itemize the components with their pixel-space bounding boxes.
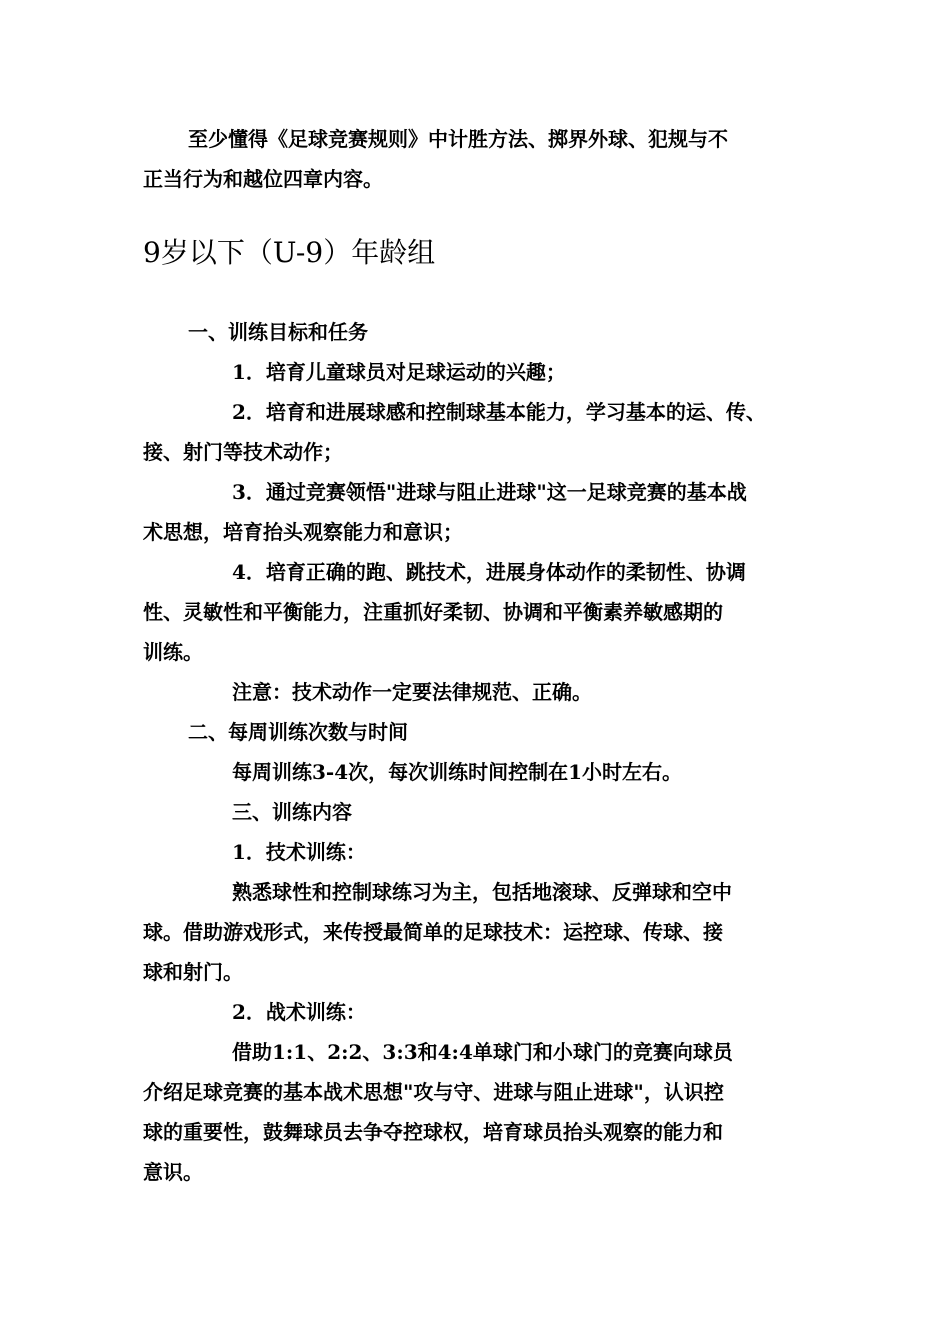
goal-item-2-line-1: 2．培育和进展球感和控制球基本能力，学习基本的运、传、 [232, 400, 766, 424]
goal-item-4-line-2: 性、灵敏性和平衡能力，注重抓好柔韧、协调和平衡素养敏感期的 [143, 600, 723, 624]
intro-line-1: 至少懂得《足球竞赛规则》中计胜方法、掷界外球、犯规与不 [188, 127, 728, 151]
tactics-training-line-1: 借助1:1、2:2、3:3和4:4单球门和小球门的竞赛向球员 [232, 1040, 733, 1064]
age-group-heading: 9岁以下（U-9）年龄组 [143, 236, 436, 269]
goal-item-4-line-1: 4．培育正确的跑、跳技术，进展身体动作的柔韧性、协调 [232, 560, 746, 584]
section-1-title: 一、训练目标和任务 [188, 320, 368, 344]
goal-item-4-line-3: 训练。 [143, 640, 203, 664]
goal-item-3-line-2: 术思想，培育抬头观察能力和意识； [143, 520, 463, 544]
technique-training-title: 1．技术训练： [232, 840, 366, 864]
weekly-schedule-text: 每周训练3-4次，每次训练时间控制在1小时左右。 [232, 760, 683, 784]
goal-item-3-line-1: 3．通过竞赛领悟"进球与阻止进球"这一足球竞赛的基本战 [232, 480, 747, 504]
section-2-title: 二、每周训练次数与时间 [188, 720, 408, 744]
tactics-training-line-2: 介绍足球竞赛的基本战术思想"攻与守、进球与阻止进球"，认识控 [143, 1080, 724, 1104]
technique-training-line-3: 球和射门。 [143, 960, 243, 984]
tactics-training-title: 2．战术训练： [232, 1000, 366, 1024]
technique-training-line-2: 球。借助游戏形式，来传授最简单的足球技术：运控球、传球、接 [143, 920, 723, 944]
technique-note: 注意：技术动作一定要法律规范、正确。 [232, 680, 592, 704]
goal-item-1: 1．培育儿童球员对足球运动的兴趣； [232, 360, 566, 384]
tactics-training-line-4: 意识。 [143, 1160, 203, 1184]
technique-training-line-1: 熟悉球性和控制球练习为主，包括地滚球、反弹球和空中 [232, 880, 732, 904]
tactics-training-line-3: 球的重要性，鼓舞球员去争夺控球权，培育球员抬头观察的能力和 [143, 1120, 723, 1144]
intro-line-2: 正当行为和越位四章内容。 [143, 167, 383, 191]
goal-item-2-line-2: 接、射门等技术动作； [143, 440, 343, 464]
section-3-title: 三、训练内容 [232, 800, 352, 824]
